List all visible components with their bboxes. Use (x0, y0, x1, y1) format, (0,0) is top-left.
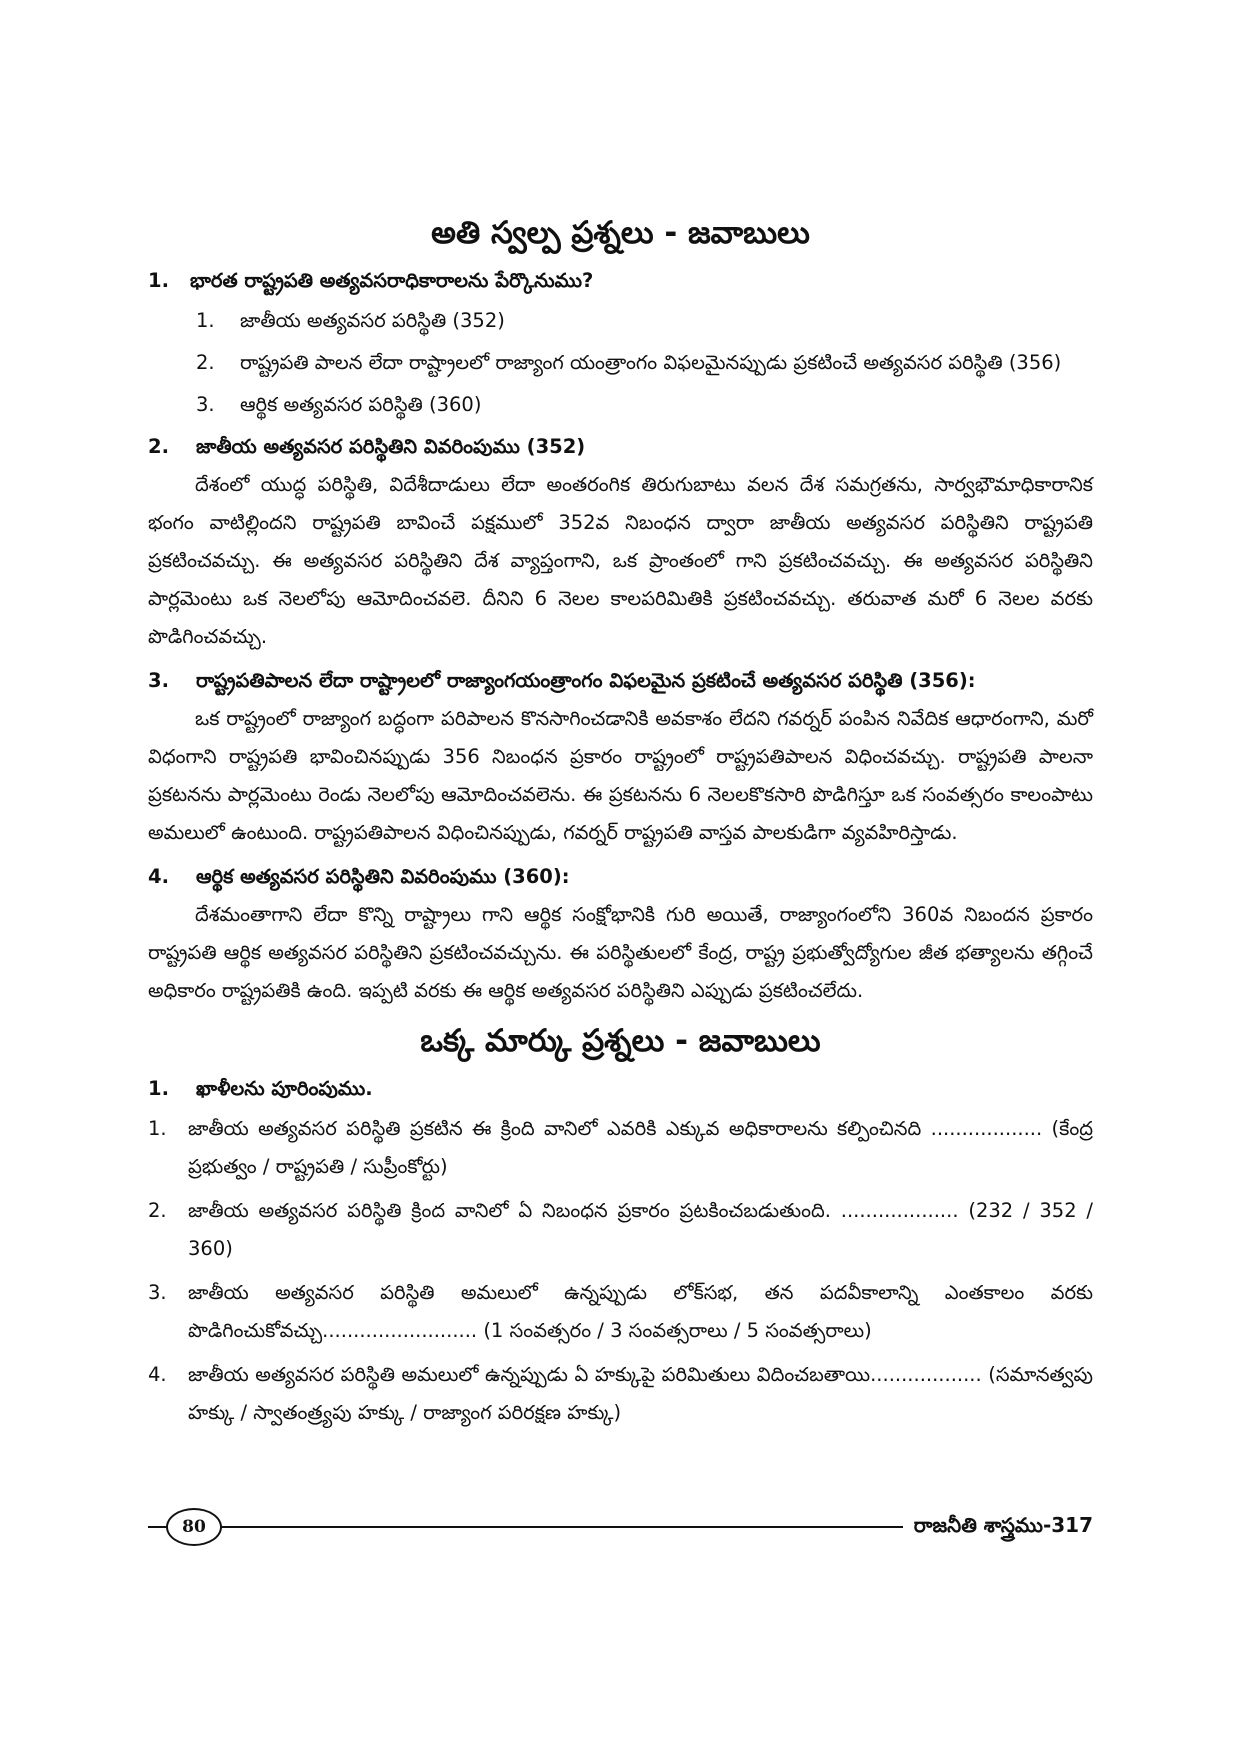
list-item-number: 2. (148, 1199, 167, 1222)
question-text: జాతీయ అత్యవసర పరిస్థితిని వివరింపుము (352) (196, 435, 586, 458)
fill-blanks-heading (148, 1070, 1093, 1108)
page-content (148, 208, 1093, 1438)
list-item-number: 2. (196, 351, 215, 374)
question-4-heading (148, 858, 1093, 896)
question-text: రాష్ట్రపతిపాలన లేదా రాష్ట్రాలలో రాజ్యాంగయంత్రాంగం విఫలమైన ప్రకటించే అత్యవసర పరిస్థితి (356): (196, 669, 976, 692)
section-title-very-short-questions: అతి స్వల్ప ప్రశ్నలు - జవాబులు (431, 215, 810, 251)
answer-paragraph: ఒక రాష్ట్రంలో రాజ్యాంగ బద్ధంగా పరిపాలన కొనసాగించడానికి అవకాశం లేదని గవర్నర్ పంపిన నివేదిక ఆధారంగాని, మరో విధంగాని రాష్ట్రపతి భావించినప్పుడు 356 నిబంధన ప్రకారం రాష్ట్రంలో రాష్ట్రపతిపాలన విధించవచ్చు. రాష్ట్రపతి పాలనా ప్రకటనను పార్లమెంటు రెండు నెలలోపు ఆమోదించవలెను. ఈ ప్రకటనను 6 నెలలకొకసారి పొడిగిస్తూ ఒక సంవత్సరం కాలంపాటు అమలులో ఉంటుంది. రాష్ట్రపతిపాలన విధించినప్పుడు, గవర్నర్ రాష్ట్రపతి వాస్తవ పాలకుడిగా వ్యవహిరిస్తాడు. (148, 707, 1093, 844)
answer-list (196, 302, 1093, 424)
list-item-text: రాష్ట్రపతి పాలన లేదా రాష్ట్రాలలో రాజ్యాంగ యంత్రాంగం విఫలమైనప్పుడు ప్రకటించే అత్యవసర పరిస్థితి (356) (240, 351, 1062, 374)
list-item (148, 1110, 1093, 1186)
fill-blanks-list (148, 1110, 1093, 1432)
list-item-text: జాతీయ అత్యవసర పరిస్థితి ప్రకటిన ఈ క్రింది వానిలో ఎవరికి ఎక్కువ అధికారాలను కల్పించినది .................. (కేంద్ర ప్రభుత్వం / రాష్ట్రపతి / సుప్రీంకోర్టు) (188, 1117, 1093, 1178)
list-item-text: జాతీయ అత్యవసర పరిస్థితి (352) (240, 309, 505, 332)
list-item-number: 4. (148, 1363, 167, 1386)
list-item-number: 3. (148, 1281, 167, 1304)
list-item (148, 1274, 1093, 1350)
question-3-heading (148, 662, 1093, 700)
answer-paragraph: దేశమంతాగాని లేదా కొన్ని రాష్ట్రాలు గాని ఆర్థిక సంక్షోభానికి గురి అయితే, రాజ్యాంగంలోని 360వ నిబందన ప్రకారం రాష్ట్రపతి ఆర్థిక అత్యవసర పరిస్థితిని ప్రకటించవచ్చును. ఈ పరిస్థితులలో కేంద్ర, రాష్ట్ర ప్రభుత్వోద్యోగుల జీత భత్యాలను తగ్గించే అధికారం రాష్ట్రపతికి ఉంది. ఇప్పటి వరకు ఈ ఆర్థిక అత్యవసర పరిస్థితిని ఎప్పుడు ప్రకటించలేదు. (148, 903, 1093, 1002)
list-item (148, 1192, 1093, 1268)
list-item (196, 386, 1093, 424)
list-item-text: ఆర్థిక అత్యవసర పరిస్థితి (360) (240, 393, 482, 416)
question-text: భారత రాష్ట్రపతి అత్యవసరాధికారాలను పేర్కొనుము? (190, 269, 594, 292)
list-item (148, 1356, 1093, 1432)
list-item-number: 3. (196, 393, 215, 416)
answer-paragraph: దేశంలో యుద్ధ పరిస్థితి, విదేశీదాడులు లేదా అంతరంగిక తిరుగుబాటు వలన దేశ సమగ్రతను, సార్వభౌమాధికారానిక భంగం వాటిల్లిందని రాష్ట్రపతి బావించే పక్షములో 352వ నిబంధన ద్వారా జాతీయ అత్యవసర పరిస్థితిని రాష్ట్రపతి ప్రకటించవచ్చు. ఈ అత్యవసర పరిస్థితిని దేశ వ్యాప్తంగాని, ఒక ప్రాంతంలో గాని ప్రకటించవచ్చు. ఈ అత్యవసర పరిస్థితిని పార్లమెంటు ఒక నెలలోపు ఆమోదించవలె. దీనిని 6 నెలల కాలపరిమితికి ప్రకటించవచ్చు. తరువాత మరో 6 నెలల వరకు పొడిగించవచ్చు. (148, 473, 1093, 648)
list-item-text: జాతీయ అత్యవసర పరిస్థితి క్రింద వానిలో ఏ నిబంధన ప్రకారం ప్రటకించబడుతుంది. ................... (232 / 352 / 360) (188, 1199, 1093, 1260)
list-item-number: 1. (148, 1117, 167, 1140)
question-number: 4. (148, 865, 169, 888)
footer-rule (148, 1526, 903, 1528)
question-text: ఆర్థిక అత్యవసర పరిస్థితిని వివరింపుము (360): (196, 865, 570, 888)
question-2-heading (148, 428, 1093, 466)
footer-book-title: రాజనీతి శాస్త్రము-317 (913, 1513, 1093, 1537)
list-item (196, 302, 1093, 340)
question-number: 2. (148, 435, 169, 458)
list-item-text: జాతీయ అత్యవసర పరిస్థితి అమలులో ఉన్నప్పుడు లోక్‌సభ, తన పదవీకాలాన్ని ఎంతకాలం వరకు పొడిగించుకోవచ్చు......................... (1 సంవత్సరం / 3 సంవత్సరాలు / 5 సంవత్సరాలు) (188, 1281, 1093, 1342)
question-1-heading (148, 262, 1093, 300)
question-number: 3. (148, 669, 169, 692)
section-title-one-mark-questions: ఒక్క మార్కు ప్రశ్నలు - జవాబులు (420, 1023, 821, 1059)
list-item-number: 1. (196, 309, 215, 332)
page-number-badge: 80 (166, 1508, 222, 1546)
question-number: 1. (148, 1077, 169, 1100)
question-number: 1. (148, 269, 169, 292)
question-text: ఖాళీలను పూరింపుము. (196, 1077, 373, 1100)
list-item (196, 344, 1093, 382)
list-item-text: జాతీయ అత్యవసర పరిస్థితి అమలులో ఉన్నప్పుడు ఏ హక్కుపై పరిమితులు విదించబతాయి.................. (సమానత్వపు హక్కు / స్వాతంత్ర్యపు హక్కు / రాజ్యాంగ పరిరక్షణ హక్కు) (188, 1363, 1093, 1424)
page-footer (148, 1505, 1093, 1545)
